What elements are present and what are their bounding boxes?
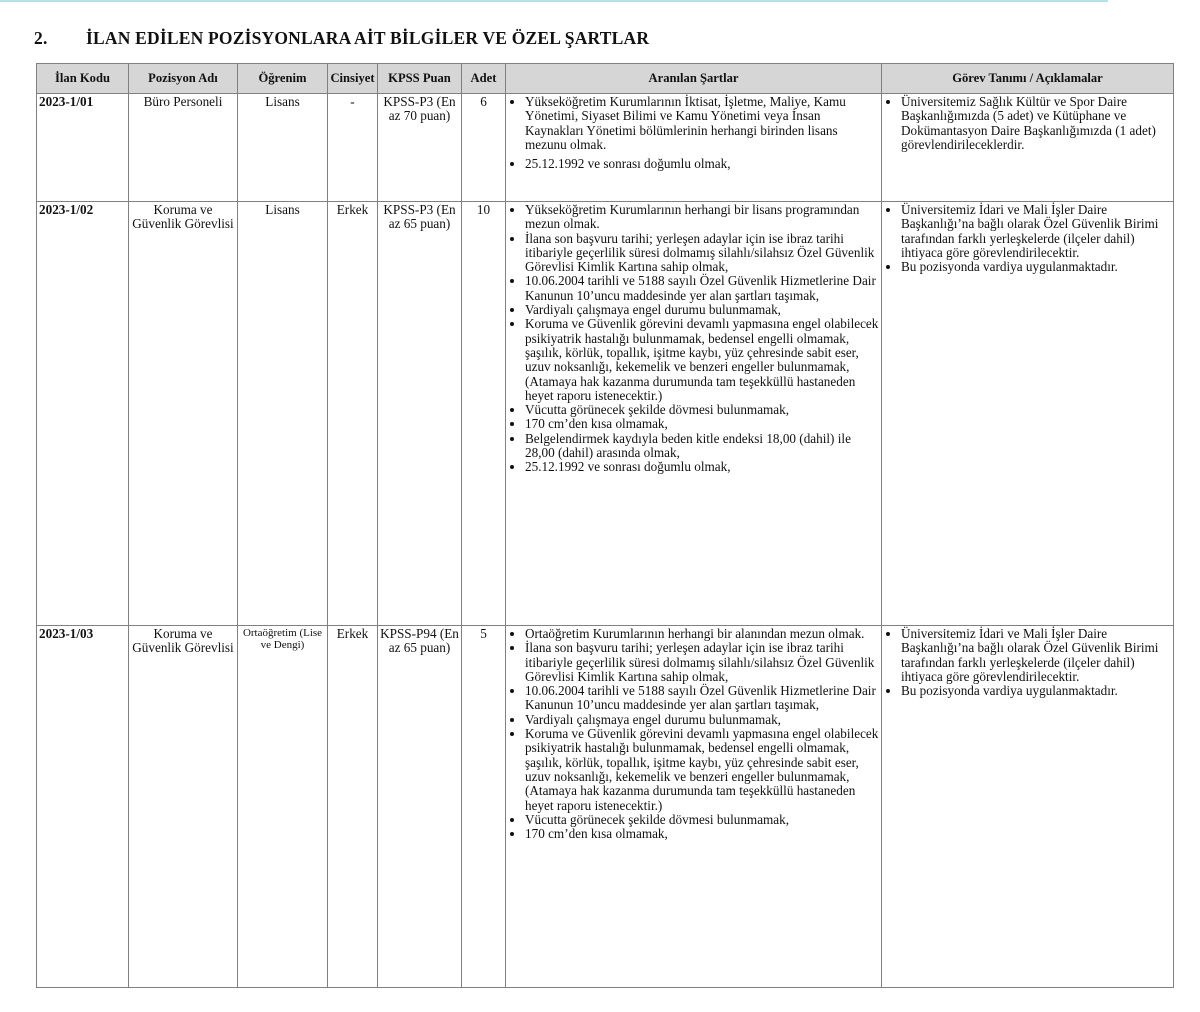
cell-pozisyon-adi: Koruma ve Güvenlik Görevlisi [129, 626, 238, 988]
header-aranilan-sartlar: Aranılan Şartlar [506, 64, 882, 94]
list-item: • İlana son başvuru tarihi; yerleşen adaylar için ise ibraz tarihi itibariyle geçerlilik süresi dolmamış silahlı/silahsız Özel Güvenlik Görevlisi Kimlik Kartına sahip olmak, [525, 641, 879, 684]
requirements-list [508, 627, 879, 841]
list-item: • Üniversitemiz İdari ve Mali İşler Daire Başkanlığı’na bağlı olarak Özel Güvenlik Birimi tarafından farklı yerleşkelerde (ilçeler dahil) ihtiyaca göre görevlendirilecektir. [901, 627, 1171, 684]
positions-table [36, 63, 1174, 988]
cell-gorev-tanimi [882, 202, 1174, 626]
list-item: • Vücutta görünecek şekilde dövmesi bulunmamak, [525, 403, 879, 417]
header-cinsiyet: Cinsiyet [328, 64, 378, 94]
cell-kpss-puan: KPSS-P94 (En az 65 puan) [378, 626, 462, 988]
header-ilan-kodu: İlan Kodu [37, 64, 129, 94]
table-row [37, 202, 1174, 626]
list-item: • 170 cm’den kısa olmamak, [525, 417, 879, 431]
section-title: İLAN EDİLEN POZİSYONLARA AİT BİLGİLER VE ÖZEL ŞARTLAR [86, 28, 650, 48]
table-row [37, 626, 1174, 988]
cell-cinsiyet: Erkek [328, 626, 378, 988]
cell-pozisyon-adi: Koruma ve Güvenlik Görevlisi [129, 202, 238, 626]
description-list [884, 95, 1171, 152]
description-list [884, 627, 1171, 698]
cell-aranilan-sartlar [506, 94, 882, 202]
header-ogrenim: Öğrenim [238, 64, 328, 94]
list-item: • İlana son başvuru tarihi; yerleşen adaylar için ise ibraz tarihi itibariyle geçerlilik süresi dolmamış silahlı/silahsız Özel Güvenlik Görevlisi Kimlik Kartına sahip olmak, [525, 232, 879, 275]
list-item: • Belgelendirmek kaydıyla beden kitle endeksi 18,00 (dahil) ile 28,00 (dahil) arasında olmak, [525, 432, 879, 461]
list-item: • Bu pozisyonda vardiya uygulanmaktadır. [901, 260, 1171, 274]
cell-ogrenim: Lisans [238, 94, 328, 202]
cell-gorev-tanimi [882, 94, 1174, 202]
cell-adet: 6 [462, 94, 506, 202]
cell-adet: 5 [462, 626, 506, 988]
requirements-list [508, 203, 879, 475]
cell-ogrenim: Ortaöğretim (Lise ve Dengi) [238, 626, 328, 988]
cell-ilan-kodu: 2023-1/03 [37, 626, 129, 988]
cell-aranilan-sartlar [506, 626, 882, 988]
top-divider-line [0, 0, 1108, 2]
cell-ogrenim: Lisans [238, 202, 328, 626]
list-item: • Üniversitemiz Sağlık Kültür ve Spor Daire Başkanlığımızda (5 adet) ve Kütüphane ve Dokümantasyon Daire Başkanlığımızda (1 adet) görevlendirileceklerdir. [901, 95, 1171, 152]
list-item: • Vücutta görünecek şekilde dövmesi bulunmamak, [525, 813, 879, 827]
section-number: 2. [34, 28, 48, 48]
header-pozisyon-adi: Pozisyon Adı [129, 64, 238, 94]
cell-kpss-puan: KPSS-P3 (En az 65 puan) [378, 202, 462, 626]
list-item: • Vardiyalı çalışmaya engel durumu bulunmamak, [525, 713, 879, 727]
list-item: • 10.06.2004 tarihli ve 5188 sayılı Özel Güvenlik Hizmetlerine Dair Kanunun 10’uncu maddesinde yer alan şartları taşımak, [525, 274, 879, 303]
cell-pozisyon-adi: Büro Personeli [129, 94, 238, 202]
cell-aranilan-sartlar [506, 202, 882, 626]
list-item: • 25.12.1992 ve sonrası doğumlu olmak, [525, 460, 879, 474]
list-item: • Vardiyalı çalışmaya engel durumu bulunmamak, [525, 303, 879, 317]
list-item: • Yükseköğretim Kurumlarının herhangi bir lisans programından mezun olmak. [525, 203, 879, 232]
list-item: • Koruma ve Güvenlik görevini devamlı yapmasına engel olabilecek psikiyatrik hastalığı bulunmamak, bedensel engelli olmamak, şaşılık, körlük, topallık, işitme kaybı, yüz çehresinde sabit eser, uzuv noksanlığı, kekemelik ve benzeri engeller bulunmamak, (Atamaya hak kazanma durumunda tam teşekküllü hastaneden heyet raporu istenecektir.) [525, 317, 879, 403]
cell-ilan-kodu: 2023-1/01 [37, 94, 129, 202]
section-heading [34, 28, 649, 49]
list-item: • Üniversitemiz İdari ve Mali İşler Daire Başkanlığı’na bağlı olarak Özel Güvenlik Birimi tarafından farklı yerleşkelerde (ilçeler dahil) ihtiyaca göre görevlendirilecektir. [901, 203, 1171, 260]
description-list [884, 203, 1171, 274]
list-item: • Bu pozisyonda vardiya uygulanmaktadır. [901, 684, 1171, 698]
header-adet: Adet [462, 64, 506, 94]
cell-ilan-kodu: 2023-1/02 [37, 202, 129, 626]
cell-cinsiyet: - [328, 94, 378, 202]
cell-adet: 10 [462, 202, 506, 626]
list-item: • Ortaöğretim Kurumlarının herhangi bir alanından mezun olmak. [525, 627, 879, 641]
cell-kpss-puan: KPSS-P3 (En az 70 puan) [378, 94, 462, 202]
list-item: • Koruma ve Güvenlik görevini devamlı yapmasına engel olabilecek psikiyatrik hastalığı bulunmamak, bedensel engelli olmamak, şaşılık, körlük, topallık, işitme kaybı, yüz çehresinde sabit eser, uzuv noksanlığı, kekemelik ve benzeri engeller bulunmamak, (Atamaya hak kazanma durumunda tam teşekküllü hastaneden heyet raporu istenecektir.) [525, 727, 879, 813]
cell-cinsiyet: Erkek [328, 202, 378, 626]
list-item: • 170 cm’den kısa olmamak, [525, 827, 879, 841]
list-item: • 10.06.2004 tarihli ve 5188 sayılı Özel Güvenlik Hizmetlerine Dair Kanunun 10’uncu maddesinde yer alan şartları taşımak, [525, 684, 879, 713]
cell-gorev-tanimi [882, 626, 1174, 988]
list-item: • 25.12.1992 ve sonrası doğumlu olmak, [525, 157, 879, 171]
table-row [37, 94, 1174, 202]
list-item: • Yükseköğretim Kurumlarının İktisat, İşletme, Maliye, Kamu Yönetimi, Siyaset Bilimi ve Kamu Yönetimi veya İnsan Kaynakları Yönetimi bölümlerinin herhangi birinden lisans mezunu olmak. [525, 95, 879, 152]
header-kpss-puan: KPSS Puan [378, 64, 462, 94]
requirements-list [508, 95, 879, 171]
table-header-row [37, 64, 1174, 94]
header-gorev-tanimi: Görev Tanımı / Açıklamalar [882, 64, 1174, 94]
